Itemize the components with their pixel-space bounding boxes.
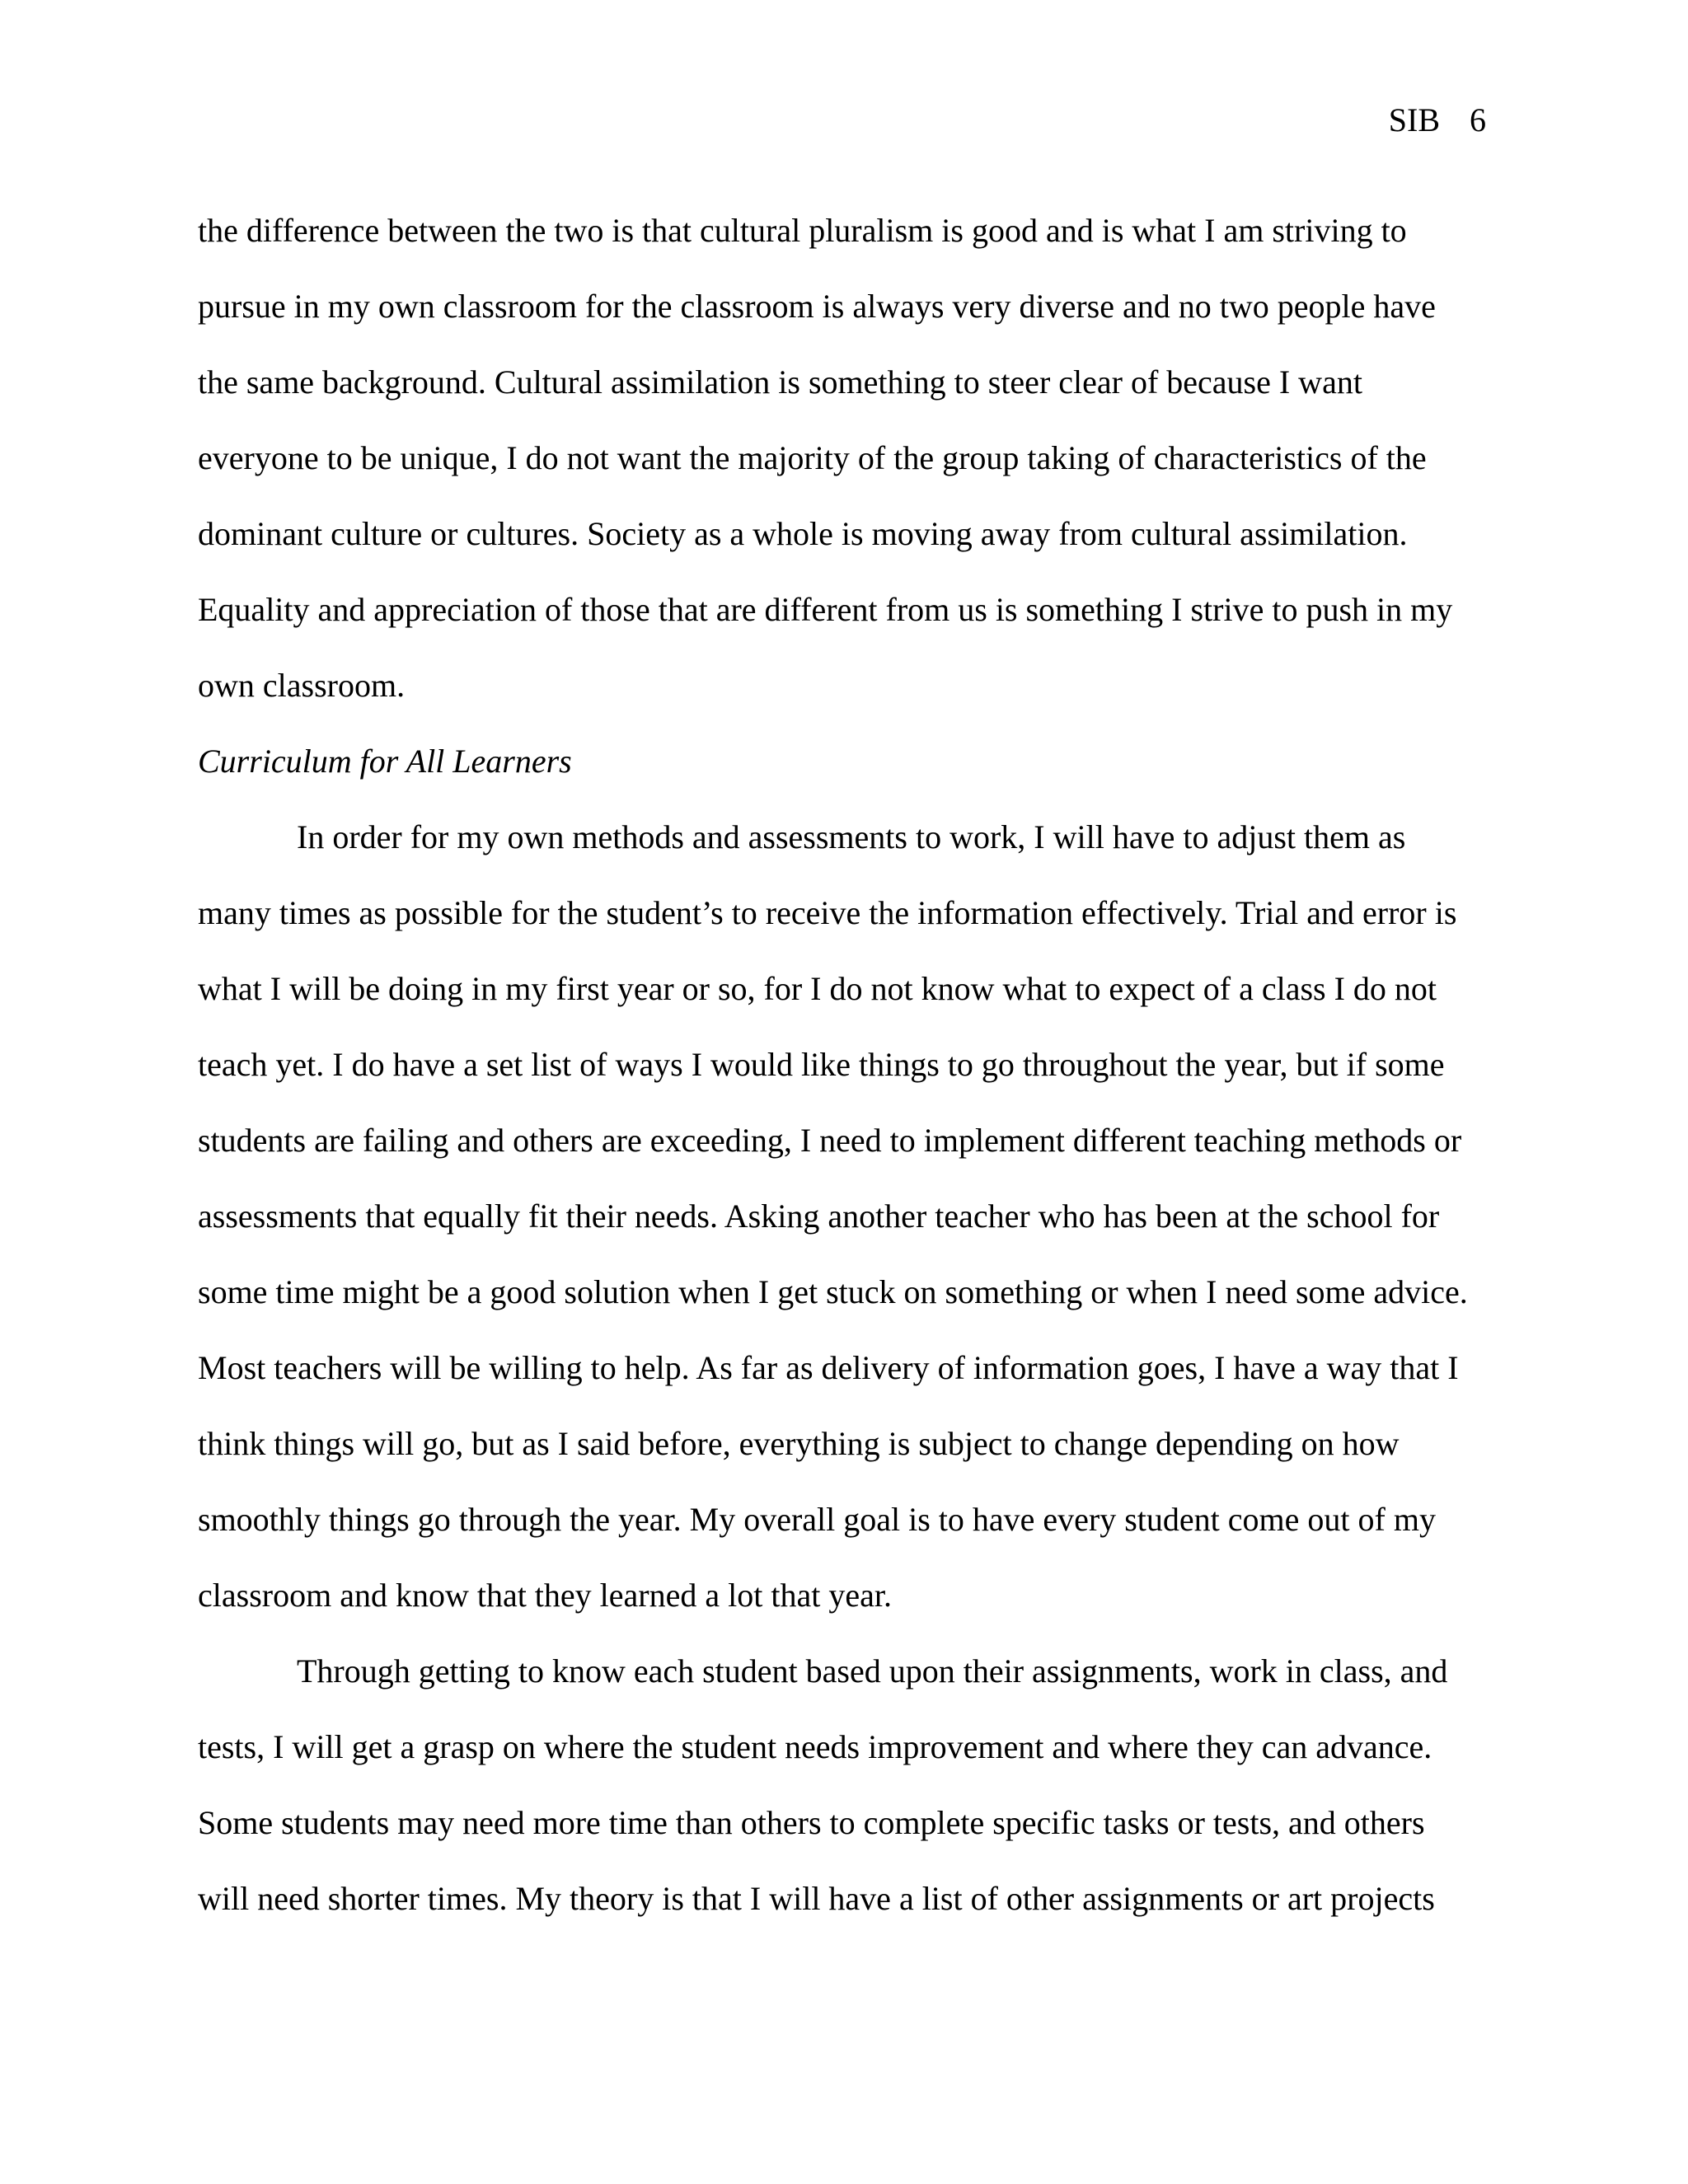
paragraph-students (198, 1633, 1492, 1937)
text-line: what I will be doing in my first year or so, for I do not know what to expect of a class I do not (198, 970, 1437, 1007)
section-heading: Curriculum for All Learners (198, 743, 572, 780)
text-line: everyone to be unique, I do not want the majority of the group taking of characteristics of the (198, 439, 1427, 476)
text-line: many times as possible for the student’s to receive the information effectively. Trial and error is (198, 894, 1457, 931)
text-line: Most teachers will be willing to help. As far as delivery of information goes, I have a way that I (198, 1349, 1459, 1386)
text-line: teach yet. I do have a set list of ways I would like things to go throughout the year, but if some (198, 1046, 1445, 1083)
paragraph-continued (198, 193, 1492, 724)
text-line: pursue in my own classroom for the classroom is always very diverse and no two people have (198, 288, 1436, 325)
paragraph-methods (198, 799, 1492, 1633)
text-line: Through getting to know each student based upon their assignments, work in class, and (297, 1652, 1448, 1690)
text-line: the difference between the two is that cultural pluralism is good and is what I am striving to (198, 212, 1407, 249)
text-line: Some students may need more time than others to complete specific tasks or tests, and others (198, 1804, 1425, 1841)
body-text (198, 193, 1492, 1937)
text-line: the same background. Cultural assimilation is something to steer clear of because I want (198, 363, 1362, 401)
text-line: think things will go, but as I said before, everything is subject to change depending on how (198, 1425, 1400, 1462)
text-line: own classroom. (198, 667, 406, 704)
text-line: some time might be a good solution when I get stuck on something or when I need some advice. (198, 1273, 1468, 1310)
text-line: tests, I will get a grasp on where the student needs improvement and where they can advance. (198, 1728, 1432, 1765)
text-line: smoothly things go through the year. My overall goal is to have every student come out of my (198, 1501, 1436, 1538)
text-line: In order for my own methods and assessments to work, I will have to adjust them as (297, 818, 1406, 855)
text-line: students are failing and others are exceeding, I need to implement different teaching methods or (198, 1122, 1462, 1159)
page-number: 6 (1470, 101, 1486, 138)
text-line: dominant culture or cultures. Society as a whole is moving away from cultural assimilation. (198, 515, 1408, 552)
running-head (1389, 97, 1486, 143)
text-line: Equality and appreciation of those that are different from us is something I strive to push in my (198, 591, 1453, 628)
text-line: classroom and know that they learned a lot that year. (198, 1577, 892, 1614)
text-line: assessments that equally fit their needs. Asking another teacher who has been at the school for (198, 1197, 1440, 1235)
text-line: will need shorter times. My theory is that I will have a list of other assignments or art projects (198, 1880, 1435, 1917)
running-head-author: SIB (1388, 101, 1440, 138)
